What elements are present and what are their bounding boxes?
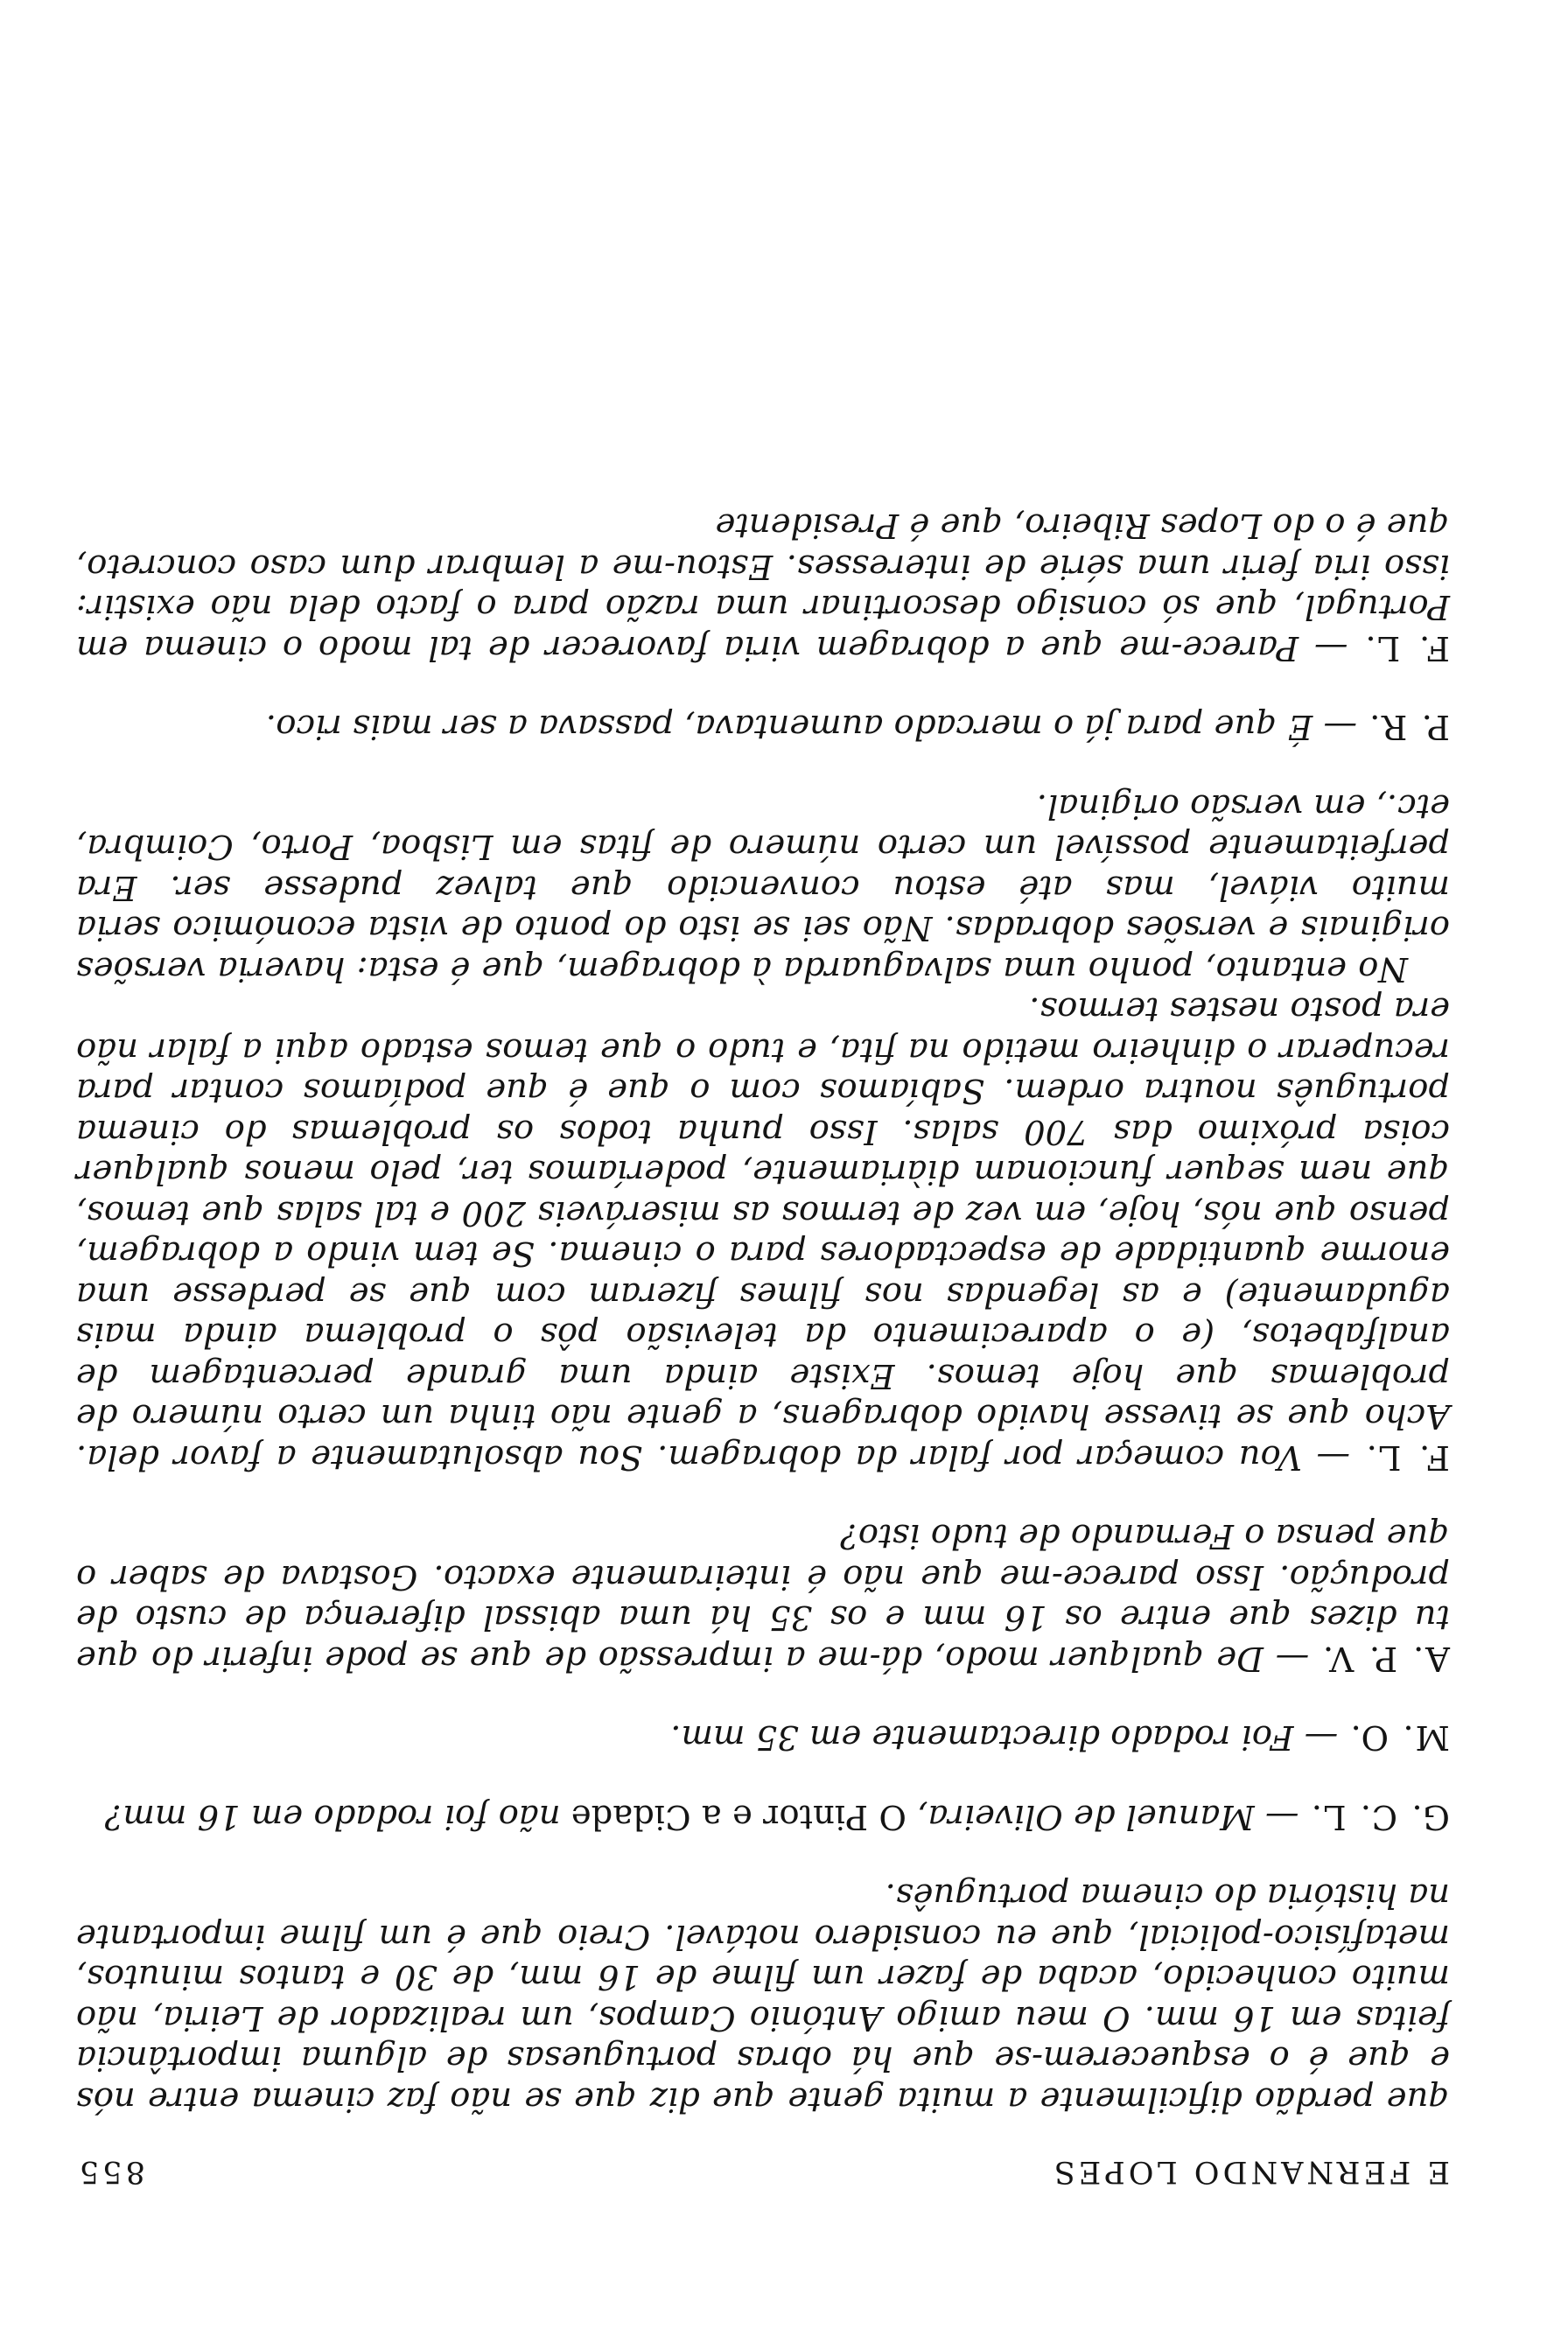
paragraph-3-text: — Foi rodado directamente em 35 mm. bbox=[670, 1717, 1339, 1758]
speaker-label: P. R. bbox=[1368, 707, 1450, 747]
paragraph-5 bbox=[76, 989, 1450, 1477]
paragraph-8 bbox=[76, 505, 1450, 668]
paragraph-3 bbox=[76, 1717, 1450, 1758]
film-title: O Pintor e a Cidade bbox=[570, 1797, 906, 1836]
page-number: 855 bbox=[76, 2154, 145, 2189]
paragraph-6 bbox=[76, 786, 1450, 990]
paragraph-7 bbox=[76, 706, 1450, 747]
running-header bbox=[76, 2145, 1450, 2189]
speaker-label: A. P. V. bbox=[1320, 1639, 1450, 1678]
speaker-label: G. C. L. bbox=[1309, 1797, 1450, 1836]
body-text bbox=[76, 505, 1450, 2119]
paragraph-8-text: — Parece-me que a dobragem viria favorecer de tal modo o cinema em Portugal, que só consigo descortinar uma razão para o facto dela não existir: isso iria ferir uma série de interesses. Estou-me a lembrar dum caso concreto, que é o do Lopes Ribeiro, que é Presidente bbox=[76, 506, 1450, 668]
running-header-author: E FERNANDO LOPES bbox=[1050, 2154, 1450, 2189]
paragraph-2-text-before: — Manuel de Oliveira, bbox=[906, 1797, 1299, 1836]
paragraph-5-text: — Vou começar por falar da dobragem. Sou absolutamente a favor dela. Acho que se tivesse havido dobragens, a gente não tinha um certo número de problemas que hoje temos. Existe ainda uma grande percentagem de analfabetos, (e o aparecimento da televisão pôs o problema ainda mais agudamente) e as legendas nos filmes fizeram com que se perdesse uma enorme quantidade de espectadores para o cinema. Se tem vindo a dobragem, penso que nós, hoje, em vez de termos as miseráveis 200 e tal salas que temos, que nem sequer funcionam diàriamente, poderíamos ter, pelo menos qualquer coisa próximo das 700 salas. Isso punha todos os problemas do cinema português noutra ordem. Sabíamos com o que é que podíamos contar para recuperar o dinheiro metido na fita, e tudo o que temos estado aqui a falar não era posto nestes termos. bbox=[75, 990, 1450, 1477]
paragraph-6-text: No entanto, ponho uma salvaguarda à dobragem, que é esta: haveria versões originais e versões dobradas. Não sei se isto do ponto de vista económico seria muito viável, mas até estou convencido que talvez pudesse ser. Era perfeitamente possível um certo número de fitas em Lisboa, Porto, Coimbra, etc., em versão original. bbox=[76, 787, 1450, 989]
speaker-label: M. O. bbox=[1348, 1717, 1450, 1758]
paragraph-7-text: — É que para já o mercado aumentava, passava a ser mais rico. bbox=[265, 707, 1357, 747]
paragraph-2-text-after: não foi rodado em 16 mm? bbox=[104, 1797, 571, 1836]
paragraph-4 bbox=[76, 1515, 1450, 1678]
paragraph-1-text: que perdão dificilmente a muita gente que diz que se não faz cinema entre nós e que é o esquecerem-se que há obras portuguesas de alguma importância feitas em 16 mm. O meu amigo António Campos, um realizador de Leiria, não muito conhecido, acaba de fazer um filme de 16 mm, de 30 e tantos minutos, metafísico-policial, que eu considero notável. Creio que é um filme importante na história do cinema português. bbox=[76, 1876, 1450, 2119]
paragraph-1 bbox=[76, 1875, 1450, 2119]
paragraph-4-text: — De qualquer modo, dá-me a impressão de que se pode inferir do que tu dizes que entre os 16 mm e os 35 há uma abissal diferença de custo de produção. Isso parece-me que não é inteiramente exacto. Gostava de saber o que pensa o Fernando de tudo isto? bbox=[76, 1516, 1450, 1678]
speaker-label: F. L. bbox=[1364, 1437, 1450, 1477]
paragraph-2 bbox=[76, 1796, 1450, 1837]
speaker-label: F. L. bbox=[1363, 628, 1450, 668]
